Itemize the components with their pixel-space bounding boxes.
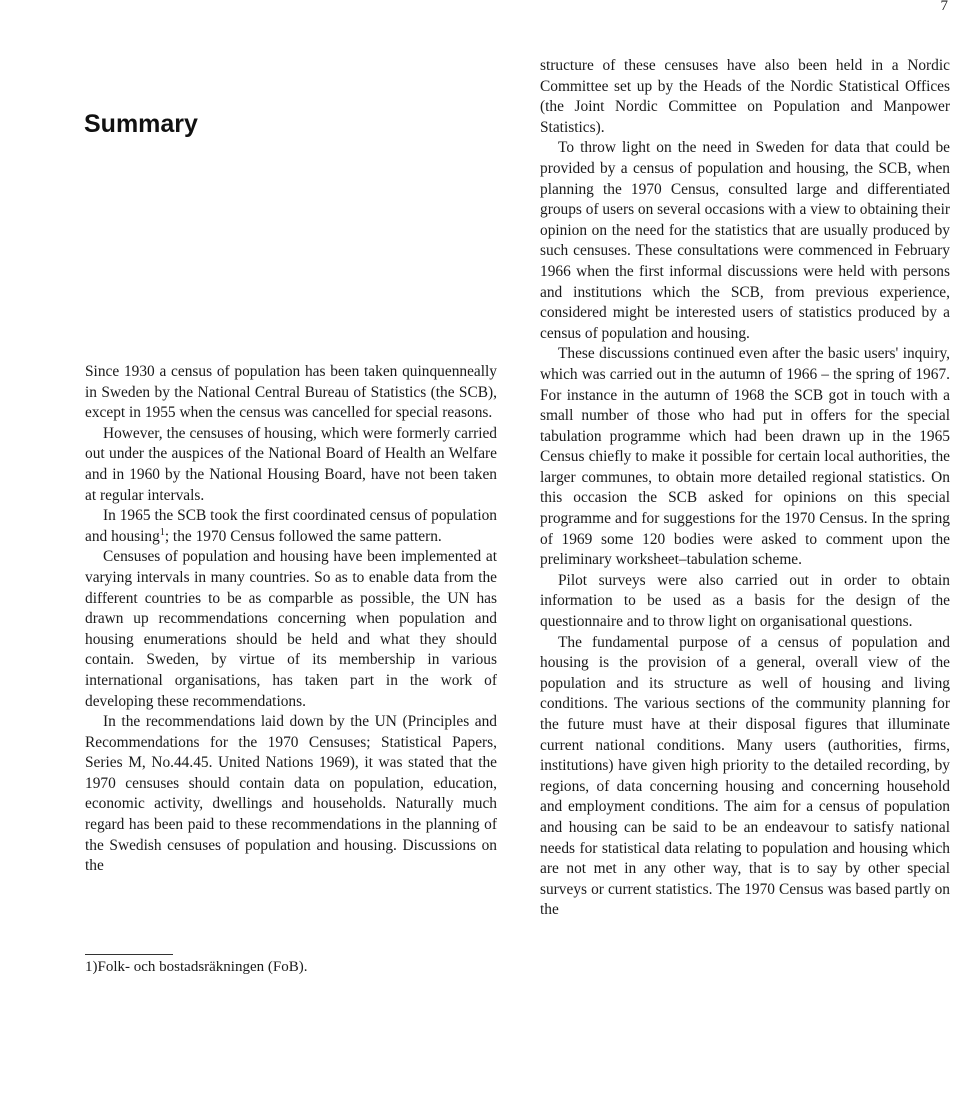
right-paragraph-4: Pilot surveys were also carried out in order to obtain information to be used as a basis for the design of the questionnaire and to throw light on organisational questions. — [540, 571, 950, 631]
left-paragraph-2: However, the censuses of housing, which were formerly carried out under the auspices of the National Board of Health an Welfare and in 1960 by the National Housing Board, have not been taken at regular intervals. — [85, 424, 497, 504]
right-paragraph-1: structure of these censuses have also been held in a Nordic Committee set up by the Heads of the Nordic Statistical Offices (the Joint Nordic Committee on Population and Manpower Statistics). — [540, 57, 950, 136]
footnote-marker: 1 — [159, 526, 165, 538]
left-paragraph-3 — [85, 506, 497, 547]
footnote: 1)Folk- och bostadsräkningen (FoB). — [85, 959, 308, 975]
right-column — [540, 56, 950, 921]
left-paragraph-4: Censuses of population and housing have been implemented at varying intervals in many countries. So as to enable data from the different countries to be as comparble as possible, the UN has drawn up recommendations concerning when population and housing enumerations should be held and what they should contain. Sweden, by virtue of its membership in various international organisations, has taken part in the work of developing these recommendations. — [85, 548, 497, 710]
left-paragraph-1: Since 1930 a census of population has been taken quinquenneally in Sweden by the National Central Bureau of Statistics (the SCB), except in 1955 when the census was cancelled for special reasons. — [85, 363, 497, 422]
footnote-rule — [85, 954, 173, 955]
page-number: 7 — [940, 0, 948, 14]
left-paragraph-5: In the recommendations laid down by the UN (Principles and Recommendations for the 1970 Censuses; Statistical Papers, Series M, No.44.45. United Nations 1969), it was stated that the 1970 censuses should contain data on population, education, economic activity, dwellings and households. Naturally much regard has been paid to these recommendations in the planning of the Swedish censuses of population and housing. Discussions on the — [85, 713, 497, 875]
right-paragraph-2: To throw light on the need in Sweden for data that could be provided by a census of population and housing, the SCB, when planning the 1970 Census, consulted large and differentiated groups of users on several occasions with a view to obtaining their opinion on the need for the statistics that are usually produced by such censuses. These consultations were commenced in February 1966 when the first informal discussions were held with persons and institutions which the SCB, from previous experience, considered might be interested users of statistics produced by a census of population and housing. — [540, 139, 950, 342]
right-paragraph-3: These discussions continued even after the basic users' inquiry, which was carried out in the autumn of 1966 – the spring of 1967. For instance in the autumn of 1968 the SCB got in touch with a small number of those who had put in offers for the special tabulation programme which had been drawn up in the 1965 Census chiefly to make it possible for certain local authorities, the larger communes, to obtain more detailed regional statistics. On this occasion the SCB asked for opinions on this special programme and for suggestions for the 1970 Census. In the spring of 1969 some 120 bodies were asked to comment upon the preliminary worksheet–tabulation scheme. — [540, 345, 950, 569]
right-paragraph-5: The fundamental purpose of a census of population and housing is the provision of a general, overall view of the population and its structure as well of housing and living conditions. The various sections of the community planning for the future must have at their disposal figures that illuminate current national conditions. Many users (authorities, firms, institutions) have given high priority to the detailed recording, by regions, of data concerning housing and concerning household and employment conditions. The aim for a census of population and housing can be said to be an endeavour to satisfy national needs for statistical data relating to population and housing which are not met in any other way, that is to say by other special surveys or current statistics. The 1970 Census was based partly on the — [540, 633, 950, 919]
left-paragraph-3-text-b: ; the 1970 Census followed the same pattern. — [164, 527, 442, 545]
left-column — [85, 362, 497, 877]
section-heading: Summary — [84, 110, 198, 138]
left-paragraph-3-text-a: In 1965 the SCB took the first coordinated census of population and housing — [85, 507, 497, 545]
